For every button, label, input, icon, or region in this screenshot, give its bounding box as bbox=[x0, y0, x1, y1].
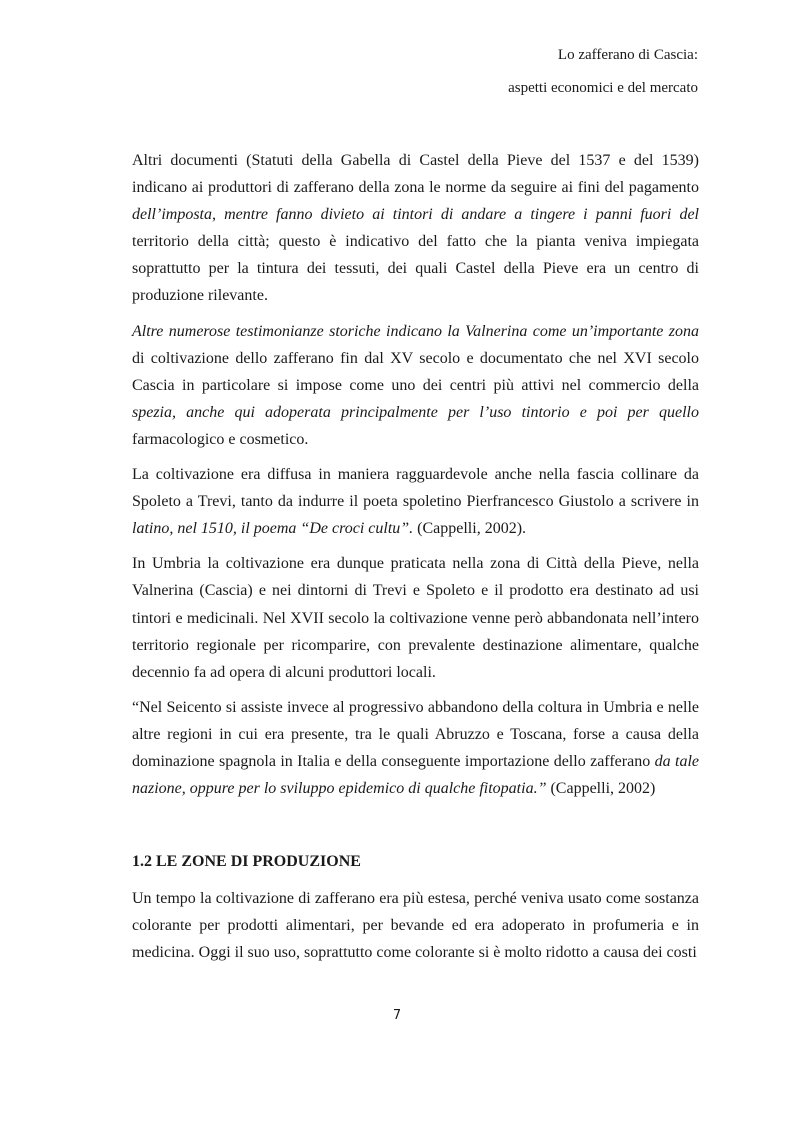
paragraph-text: Altri documenti (Statuti della Gabella di Castel della Pieve del 1537 e del 1539) indicano ai produttori di zafferano della zona le norme da seguire ai fini del pagamento bbox=[132, 152, 699, 197]
document-body bbox=[132, 147, 699, 974]
paragraph-seicento-quote bbox=[132, 694, 699, 802]
section-heading: 1.2 LE ZONE DI PRODUZIONE bbox=[132, 853, 361, 871]
paragraph-text: di coltivazione dello zafferano fin dal XV secolo e documentato che nel XVI secolo Cascia in particolare si impose come uno dei centri più attivi nel commercio della bbox=[132, 349, 699, 394]
paragraph-text: (Cappelli, 2002). bbox=[413, 520, 527, 538]
paragraph-italic-text: da tale nazione, oppure per lo sviluppo epidemico di qualche fitopatia.” bbox=[132, 752, 700, 798]
paragraph-italic-text: Altre numerose testimonianze storiche indicano la Valnerina come un’importante zona bbox=[132, 322, 699, 340]
paragraph-italic-text: latino, nel 1510, il poema “De croci cultu”. bbox=[132, 520, 414, 538]
paragraph-zone-produzione: Un tempo la coltivazione di zafferano era più estesa, perché veniva usato come sostanza colorante per prodotti alimentari, per bevande ed era adoperato in profumeria e in medicina. Oggi il suo uso, soprattutto come colorante si è molto ridotto a causa dei costi bbox=[132, 890, 699, 962]
paragraph-text: farmacologico e cosmetico. bbox=[132, 430, 309, 448]
paragraph-text: La coltivazione era diffusa in maniera ragguardevole anche nella fascia collinare da Spoleto a Trevi, tanto da indurre il poeta spoletino Pierfrancesco Giustolo a scrivere in bbox=[132, 466, 699, 511]
paragraph-umbria: In Umbria la coltivazione era dunque praticata nella zona di Città della Pieve, nella Valnerina (Cascia) e nei dintorni di Trevi e Spoleto e il prodotto era destinato ad usi tintori e medicinali. Nel XVII secolo la coltivazione venne però abbandonata nell’intero territorio regionale per ricomparire, con prevalente destinazione alimentare, qualche decennio fa ad opera di alcuni produttori locali. bbox=[132, 555, 699, 681]
page-number: 7 bbox=[392, 1008, 402, 1023]
paragraph-valnerina bbox=[132, 318, 699, 453]
paragraph-statuti bbox=[132, 147, 699, 310]
paragraph-text: “Nel Seicento si assiste invece al progressivo abbandono della coltura in Umbria e nelle altre regioni in cui era presente, tra le quali Abruzzo e Toscana, forse a causa della dominazione spagnola in Italia e della conseguente importazione dello zafferano bbox=[132, 698, 699, 770]
paragraph-text: (Cappelli, 2002) bbox=[546, 780, 656, 798]
paragraph-italic-text: dell’imposta, mentre fanno divieto ai tintori di andare a tingere i panni fuori del bbox=[132, 206, 699, 224]
paragraph-spoleto-trevi bbox=[132, 461, 699, 542]
running-head-title: Lo zafferano di Cascia: bbox=[557, 47, 698, 63]
running-head-subtitle: aspetti economici e del mercato bbox=[508, 80, 698, 96]
paragraph-italic-text: spezia, anche qui adoperata principalmente per l’uso tintorio e poi per quello bbox=[132, 403, 699, 421]
paragraph-text: territorio della città; questo è indicativo del fatto che la pianta veniva impiegata soprattutto per la tintura dei tessuti, dei quali Castel della Pieve era un centro di produzione rilevante. bbox=[132, 233, 699, 305]
